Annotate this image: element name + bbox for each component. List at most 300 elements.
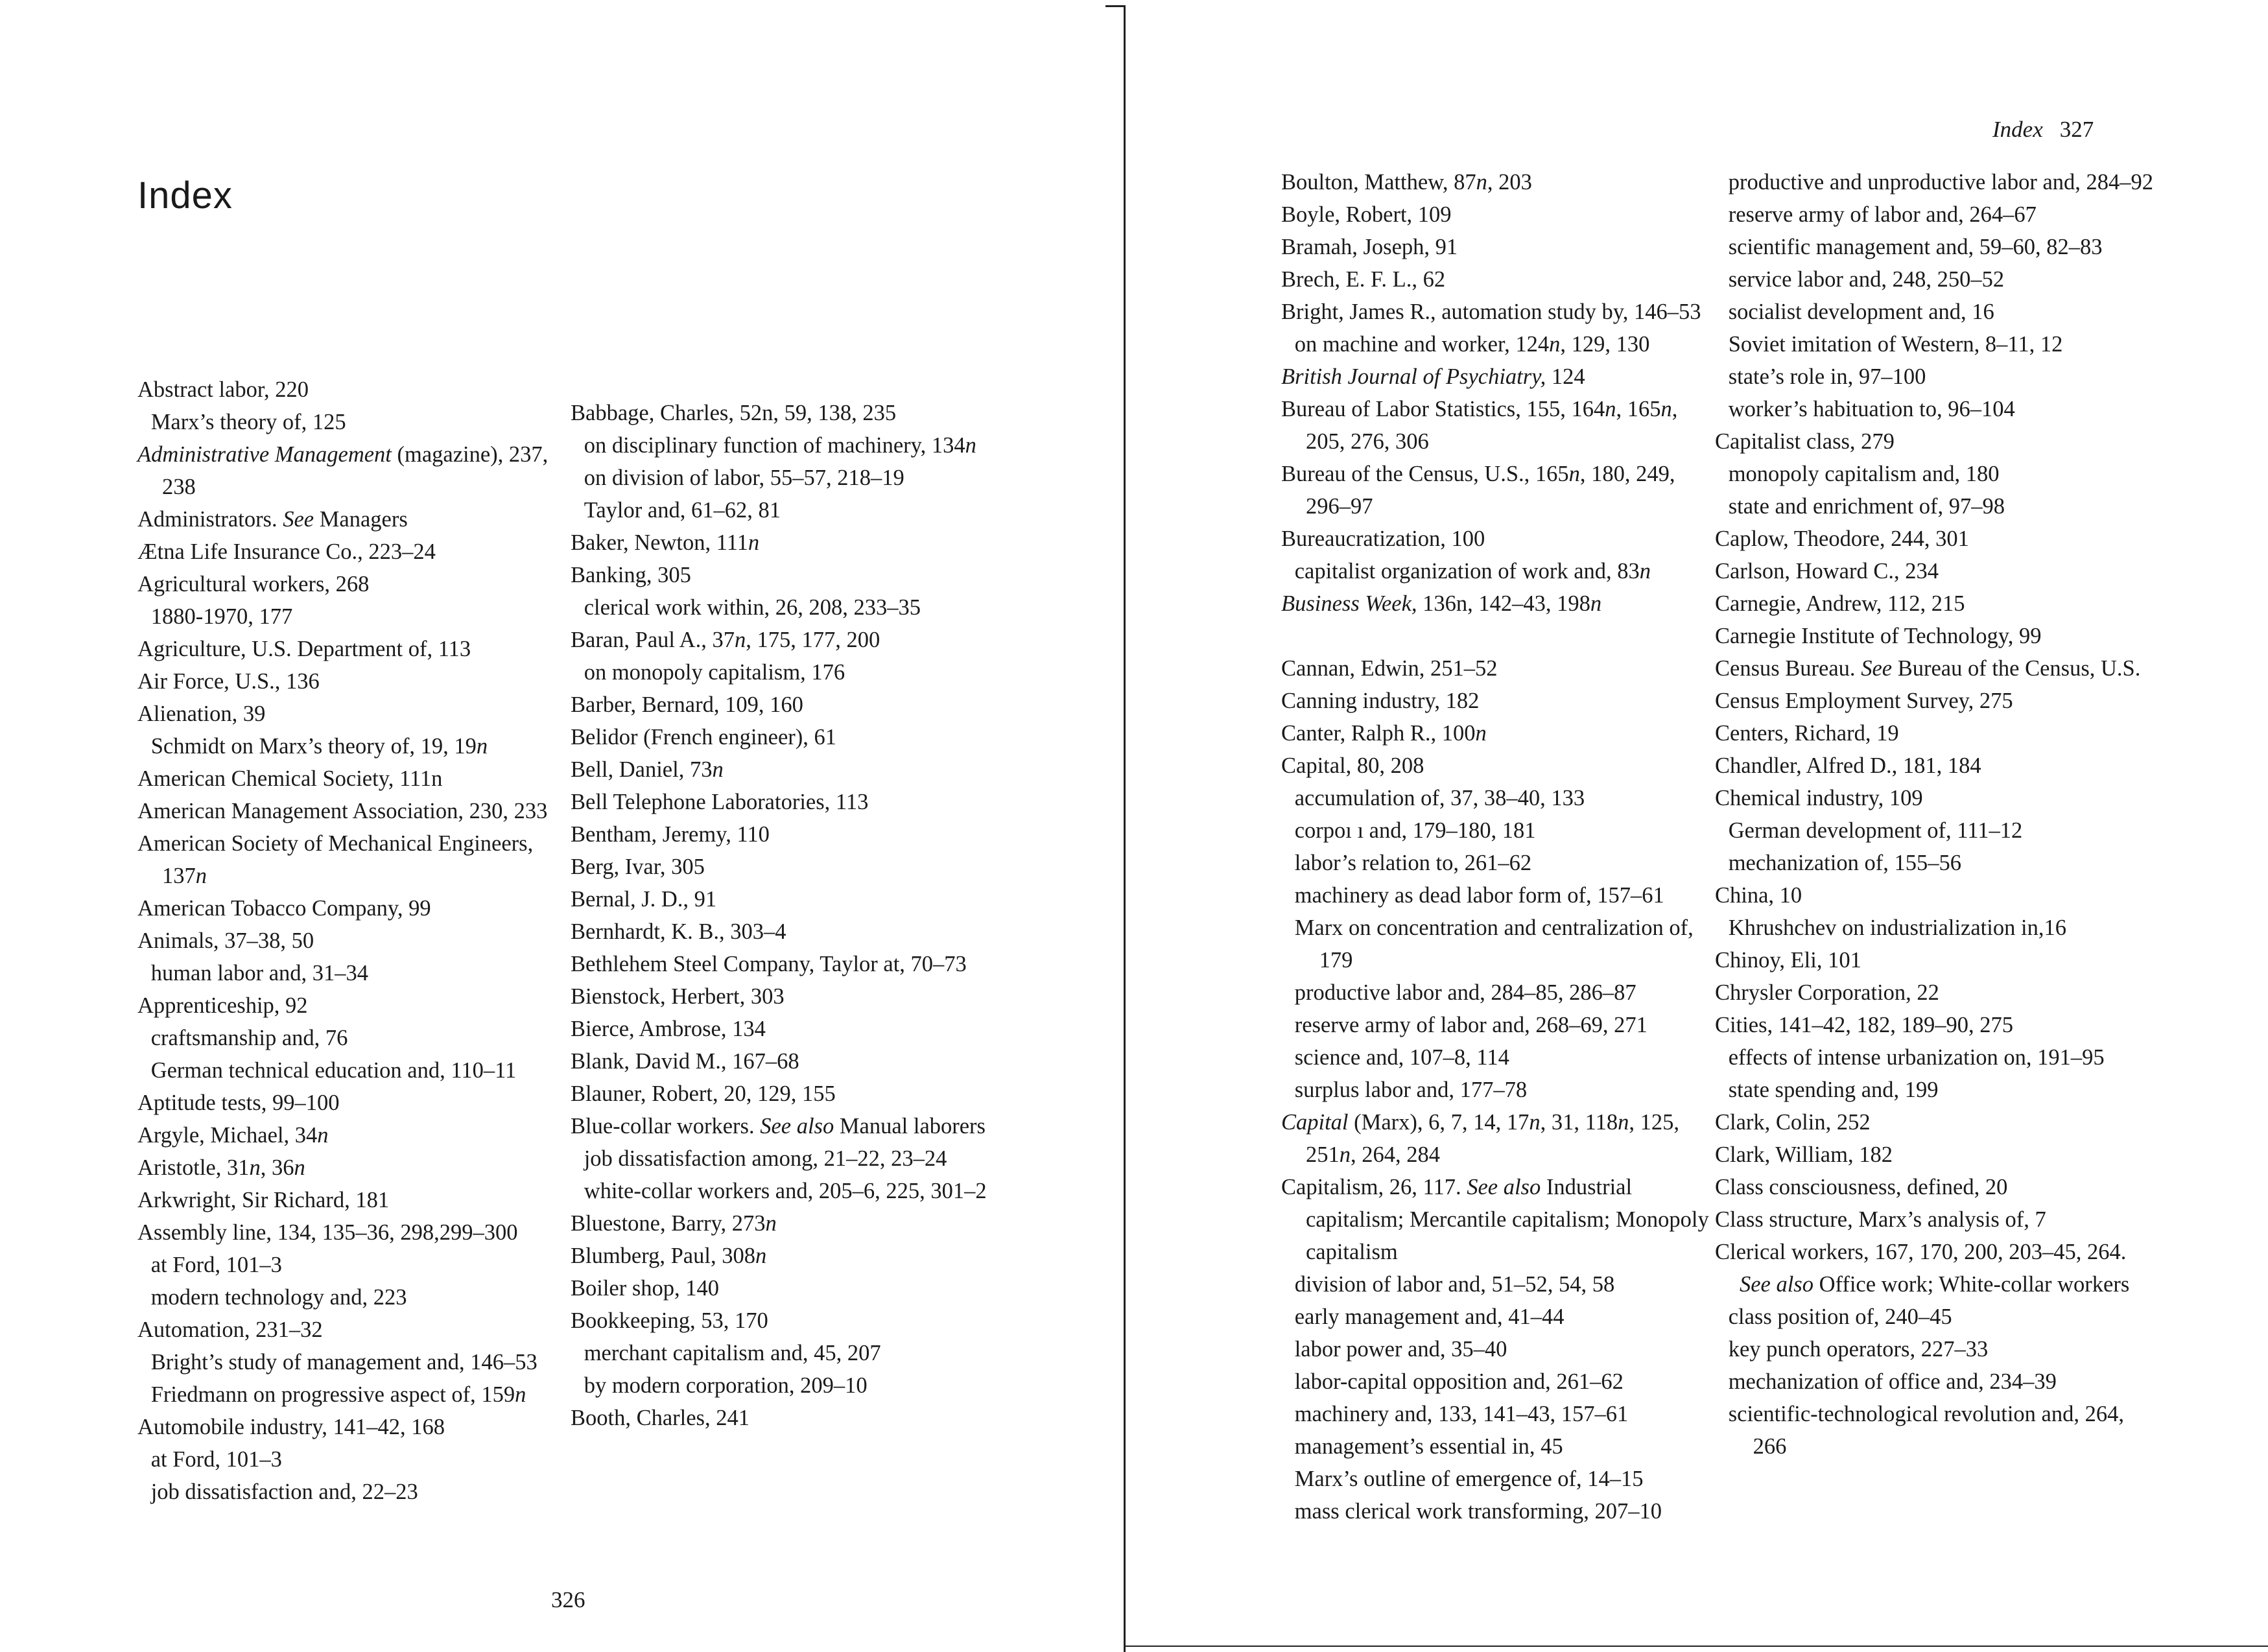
entry-text: German technical education and, 110–11 [150,1058,517,1083]
index-subentry [1281,814,1725,847]
index-subentry [1715,1074,2158,1106]
index-subentry [571,1142,1011,1175]
running-head-label: Index [1992,117,2043,142]
entry-text: labor power and, 35–40 [1294,1337,1507,1362]
entry-text: Air Force, U.S., 136 [137,669,320,694]
index-entry [1715,976,2145,1009]
index-subentry [1281,1398,1725,1430]
index-entry [1281,393,1711,458]
index-subentry [1281,1365,1725,1398]
index-subentry [1281,847,1725,879]
index-entry [1281,749,1711,782]
index-entry [137,925,564,957]
index-entry [1715,1236,2145,1301]
entry-text: (magazine), 237, 238 [161,442,549,499]
entry-text: , 203 [1487,170,1532,195]
index-entry [1281,717,1711,749]
entry-text: Chrysler Corporation, 22 [1715,980,1939,1005]
index-subentry [1715,328,2158,360]
index-subentry [571,462,1011,494]
entry-text: job dissatisfaction and, 22–23 [150,1480,418,1504]
index-entry [571,721,997,753]
entry-text: Bureau of the Census, U.S., 165 [1281,462,1569,486]
entry-text: Canter, Ralph R., 100 [1281,721,1476,746]
index-entry [137,568,564,600]
index-entry [137,633,564,665]
entry-text: Arkwright, Sir Richard, 181 [137,1188,390,1212]
entry-text: Cities, 141–42, 182, 189–90, 275 [1715,1013,2014,1037]
entry-text: Clerical workers, 167, 170, 200, 203–45, 264. [1715,1240,2127,1264]
index-entry [571,526,997,559]
entry-text: Blauner, Robert, 20, 129, 155 [571,1081,836,1106]
entry-text: n [765,1211,777,1236]
entry-text: n [195,864,207,888]
entry-text: Berg, Ivar, 305 [571,855,705,879]
index-entry [571,786,997,818]
bottom-rule [1125,1646,2268,1647]
index-subentry [1281,976,1725,1009]
index-subentry [137,1281,578,1314]
entry-text: Census Employment Survey, 275 [1715,689,2013,713]
index-entry [137,989,564,1022]
entry-text: machinery and, 133, 141–43, 157–61 [1294,1402,1629,1426]
entry-text: Apprenticeship, 92 [137,993,308,1018]
index-entry [571,559,997,591]
entry-text: Bramah, Joseph, 91 [1281,235,1458,259]
entry-text: Bright’s study of management and, 146–53 [150,1350,537,1375]
entry-text: Carlson, Howard C., 234 [1715,559,1939,584]
entry-text: Bureau of Labor Statistics, 155, 164 [1281,397,1605,421]
entry-text: American Chemical Society, 111n [137,766,443,791]
entry-text: Chemical industry, 109 [1715,786,1923,810]
index-subentry [1715,393,2158,425]
index-subentry [1715,847,2158,879]
entry-text: , 129, 130 [1560,332,1650,357]
entry-text: Friedmann on progressive aspect of, 159 [150,1382,515,1407]
entry-text: mechanization of office and, 234–39 [1728,1369,2057,1394]
entry-text: n [1639,559,1651,584]
index-subentry [137,1443,578,1476]
index-subentry [571,1337,1011,1369]
entry-text: Marx’s theory of, 125 [150,410,346,434]
index-subentry [571,429,1011,462]
entry-text: Bright, James R., automation study by, 146–53 [1281,300,1701,324]
entry-text: Administrative Management [137,442,392,467]
index-entry [137,438,564,503]
index-entry [1715,1139,2145,1171]
index-column-left-1 [137,373,578,1508]
entry-text: reserve army of labor and, 268–69, 271 [1294,1013,1648,1037]
index-entry [571,1272,997,1304]
index-entry [1281,360,1711,393]
entry-text: merchant capitalism and, 45, 207 [584,1341,881,1365]
entry-text: clerical work within, 26, 208, 233–35 [584,595,921,620]
index-subentry [1281,1041,1725,1074]
entry-text: Bernal, J. D., 91 [571,887,717,912]
entry-text: effects of intense urbanization on, 191–95 [1728,1045,2105,1070]
index-entry [137,1411,564,1443]
entry-text: n [734,628,746,652]
entry-text: 124 [1546,364,1585,389]
entry-text: Capital [1281,1110,1349,1135]
index-entry [571,1402,997,1434]
index-entry [571,1240,997,1272]
entry-text: Office work; White-collar workers [1813,1272,2130,1297]
entry-text: mechanization of, 155–56 [1728,851,1961,875]
entry-text: Boyle, Robert, 109 [1281,202,1452,227]
entry-text: modern technology and, 223 [150,1285,407,1310]
entry-text: , 180, 249, 296–97 [1305,462,1675,519]
index-entry [1715,620,2145,652]
entry-text: job dissatisfaction among, 21–22, 23–24 [584,1146,947,1171]
entry-text: Babbage, Charles, 52n, 59, 138, 235 [571,401,897,425]
index-subentry [1281,1333,1725,1365]
entry-text: Bluestone, Barry, 273 [571,1211,766,1236]
entry-text: craftsmanship and, 76 [150,1026,348,1050]
entry-text: Manual laborers [834,1114,986,1139]
index-subentry [1281,1074,1725,1106]
entry-text: Baker, Newton, 111 [571,530,748,555]
index-subentry [571,494,1011,526]
entry-text: n [1339,1142,1351,1167]
entry-text: Ætna Life Insurance Co., 223–24 [137,539,436,564]
index-entry [137,1314,564,1346]
entry-text: Automobile industry, 141–42, 168 [137,1415,445,1439]
entry-text: See also [1467,1175,1541,1199]
entry-text: n [712,757,724,782]
entry-text: Agricultural workers, 268 [137,572,370,596]
index-entry [1715,587,2145,620]
entry-text: Industrial capitalism; Mercantile capitalism; Monopoly capitalism [1305,1175,1709,1264]
index-entry [1715,944,2145,976]
index-entry [571,753,997,786]
entry-text: Blumberg, Paul, 308 [571,1244,755,1268]
index-entry [571,689,997,721]
index-entry [571,851,997,883]
entry-text: Aristotle, 31 [137,1155,250,1180]
index-entry [1281,652,1711,685]
entry-text: n [1590,591,1602,616]
index-entry [1281,166,1711,198]
index-entry [137,827,564,892]
entry-text: capitalist organization of work and, 83 [1294,559,1640,584]
entry-text: n [515,1382,526,1407]
running-head [1992,117,2094,143]
index-entry [137,795,564,827]
index-entry [1715,1009,2145,1041]
top-tick [1105,5,1125,7]
index-entry [1281,685,1711,717]
entry-text: white-collar workers and, 205–6, 225, 301–2 [584,1179,987,1203]
entry-text: class position of, 240–45 [1728,1304,1952,1329]
entry-text: by modern corporation, 209–10 [584,1373,868,1398]
index-subentry [1715,1301,2158,1333]
index-subentry [137,730,578,762]
entry-text: , 36 [260,1155,294,1180]
entry-text: labor’s relation to, 261–62 [1294,851,1532,875]
entry-text: Barber, Bernard, 109, 160 [571,692,803,717]
entry-text: Schmidt on Marx’s theory of, 19, 19 [150,734,477,759]
entry-text: scientific-technological revolution and, 264, 266 [1728,1402,2124,1459]
left-page [0,0,1125,1652]
index-entry [137,1216,564,1249]
index-subentry [1281,912,1725,976]
index-entry [1281,587,1711,620]
entry-text: Taylor and, 61–62, 81 [584,498,781,523]
entry-text: at Ford, 101–3 [150,1253,282,1277]
index-entry [571,883,997,915]
entry-text: on division of labor, 55–57, 218–19 [584,466,904,490]
entry-text: on disciplinary function of machinery, 134 [584,433,965,458]
index-entry [1715,685,2145,717]
index-entry [137,503,564,536]
entry-text: American Society of Mechanical Engineers, 137 [137,831,534,888]
index-entry [137,892,564,925]
index-subentry [1281,1301,1725,1333]
index-entry [137,1151,564,1184]
index-entry [137,665,564,698]
entry-text: science and, 107–8, 114 [1294,1045,1509,1070]
entry-text: n [1660,397,1672,421]
entry-text: division of labor and, 51–52, 54, 58 [1294,1272,1615,1297]
entry-text: productive and unproductive labor and, 284–92 [1728,170,2154,195]
entry-text: Agriculture, U.S. Department of, 113 [137,637,471,661]
entry-text: Marx on concentration and centralization of, 179 [1294,915,1694,973]
entry-text: n [317,1123,329,1148]
entry-text: Canning industry, 182 [1281,689,1480,713]
index-subentry [137,406,578,438]
index-entry [1281,523,1711,555]
index-subentry [137,600,578,633]
entry-text: Capitalism, 26, 117. [1281,1175,1467,1199]
entry-text: Class consciousness, defined, 20 [1715,1175,2008,1199]
index-column-right-2 [1715,166,2158,1463]
entry-text: China, 10 [1715,883,1802,908]
entry-text: machinery as dead labor form of, 157–61 [1294,883,1664,908]
index-entry [571,1045,997,1078]
index-subentry [137,1378,578,1411]
index-subentry [137,1346,578,1378]
entry-text: German development of, 111–12 [1728,818,2023,843]
entry-text: Bureau of the Census, U.S. [1892,656,2141,681]
entry-text: Bureaucratization, 100 [1281,526,1485,551]
index-entry [571,1110,997,1142]
entry-text: labor-capital opposition and, 261–62 [1294,1369,1624,1394]
index-column-left-2 [571,397,1011,1434]
entry-text: , 125, 251 [1305,1110,1679,1167]
entry-text: management’s essential in, 45 [1294,1434,1563,1459]
index-entry [571,915,997,948]
index-column-right-1 [1281,166,1725,1528]
entry-text: Caplow, Theodore, 244, 301 [1715,526,1969,551]
entry-text: Business Week, [1281,591,1417,616]
index-subentry [1281,1495,1725,1528]
entry-text: n [1568,462,1580,486]
index-entry [571,397,997,429]
index-subentry [1281,555,1725,587]
entry-text: Carnegie, Andrew, 112, 215 [1715,591,1965,616]
entry-text: Boiler shop, 140 [571,1276,720,1301]
page-number-right: 327 [2059,117,2094,142]
entry-text: at Ford, 101–3 [150,1447,282,1472]
index-entry [1281,198,1711,231]
entry-text: n [1549,332,1561,357]
entry-text: Belidor (French engineer), 61 [571,725,837,749]
entry-text: n [294,1155,305,1180]
index-spacer [1281,620,1725,652]
entry-text: Soviet imitation of Western, 8–11, 12 [1728,332,2063,357]
entry-text: Managers [314,507,408,532]
entry-text: Bienstock, Herbert, 303 [571,984,785,1009]
entry-text: monopoly capitalism and, 180 [1728,462,2000,486]
index-subentry [137,1054,578,1087]
entry-text: Bell Telephone Laboratories, 113 [571,790,869,814]
index-subentry [137,1476,578,1508]
entry-text: on machine and worker, 124 [1294,332,1550,357]
index-entry [1715,1106,2145,1139]
entry-text: Census Bureau. [1715,656,1861,681]
index-subentry [1715,198,2158,231]
entry-text: Marx’s outline of emergence of, 14–15 [1294,1467,1644,1491]
index-entry [1281,296,1711,328]
index-subentry [1281,879,1725,912]
entry-text: key punch operators, 227–33 [1728,1337,1989,1362]
entry-text: Bentham, Jeremy, 110 [571,822,770,847]
entry-text: n [476,734,488,759]
entry-text: Bierce, Ambrose, 134 [571,1017,766,1041]
index-entry [137,1119,564,1151]
index-subentry [137,1249,578,1281]
entry-text: Abstract labor, 220 [137,377,309,402]
index-subentry [1715,1398,2158,1463]
index-subentry [137,957,578,989]
entry-text: , 165 [1616,397,1661,421]
index-entry [571,980,997,1013]
entry-text: corpoı ı and, 179–180, 181 [1294,818,1536,843]
index-subentry [571,1175,1011,1207]
index-title: Index [137,174,233,217]
entry-text: state’s role in, 97–100 [1728,364,1926,389]
entry-text: Class structure, Marx’s analysis of, 7 [1715,1207,2046,1232]
entry-text: Animals, 37–38, 50 [137,928,314,953]
right-page [1125,0,2268,1652]
entry-text: Automation, 231–32 [137,1317,323,1342]
entry-text: Banking, 305 [571,563,691,587]
index-subentry [1715,490,2158,523]
index-entry [571,1013,997,1045]
index-subentry [571,656,1011,689]
index-entry [1281,1106,1711,1171]
index-subentry [1715,263,2158,296]
entry-text: human labor and, 31–34 [150,961,369,985]
index-entry [137,1087,564,1119]
index-subentry [1715,1333,2158,1365]
entry-text: n [755,1244,767,1268]
entry-text: state and enrichment of, 97–98 [1728,494,2005,519]
entry-text: Carnegie Institute of Technology, 99 [1715,624,2042,648]
index-entry [137,762,564,795]
index-subentry [571,1369,1011,1402]
entry-text: American Tobacco Company, 99 [137,896,431,921]
index-subentry [1715,458,2158,490]
index-entry [1715,652,2145,685]
entry-text: Argyle, Michael, 34 [137,1123,318,1148]
index-subentry [1715,814,2158,847]
entry-text: n [1529,1110,1541,1135]
index-entry [137,373,564,406]
entry-text: , 205, 276, 306 [1305,397,1678,454]
index-entry [1715,523,2145,555]
entry-text: on monopoly capitalism, 176 [584,660,845,685]
entry-text: See [283,507,314,532]
index-entry [571,624,997,656]
entry-text: worker’s habituation to, 96–104 [1728,397,2015,421]
index-subentry [137,1022,578,1054]
entry-text: Bookkeeping, 53, 170 [571,1308,768,1333]
entry-text: state spending and, 199 [1728,1078,1939,1102]
entry-text: productive labor and, 284–85, 286–87 [1294,980,1636,1005]
entry-text: n [1476,170,1487,195]
index-entry [571,948,997,980]
index-entry [137,1184,564,1216]
entry-text: Capitalist class, 279 [1715,429,1895,454]
entry-text: n [249,1155,261,1180]
entry-text: n [1475,721,1487,746]
entry-text: Capital, 80, 208 [1281,753,1424,778]
index-entry [1715,782,2145,814]
entry-text: n [748,530,760,555]
entry-text: Boulton, Matthew, 87 [1281,170,1476,195]
entry-text: Bethlehem Steel Company, Taylor at, 70–73 [571,952,967,976]
entry-text: Khrushchev on industrialization in,16 [1728,915,2066,940]
index-subentry [1281,1463,1725,1495]
index-subentry [1281,1009,1725,1041]
entry-text: mass clerical work transforming, 207–10 [1294,1499,1662,1524]
index-subentry [1281,328,1725,360]
entry-text: 1880-1970, 177 [150,604,293,629]
index-entry [1281,1171,1711,1268]
entry-text: socialist development and, 16 [1728,300,1994,324]
entry-text: , 175, 177, 200 [746,628,880,652]
index-entry [571,1304,997,1337]
index-entry [1281,231,1711,263]
entry-text: scientific management and, 59–60, 82–83 [1728,235,2103,259]
index-subentry [1281,1430,1725,1463]
index-subentry [1281,782,1725,814]
page-number-left: 326 [551,1587,585,1612]
index-subentry [1281,1268,1725,1301]
index-entry [1715,1203,2145,1236]
entry-text: Chandler, Alfred D., 181, 184 [1715,753,1981,778]
entry-text: Clark, Colin, 252 [1715,1110,1871,1135]
entry-text: Centers, Richard, 19 [1715,721,1899,746]
index-entry [1715,555,2145,587]
index-subentry [1715,1365,2158,1398]
entry-text: reserve army of labor and, 264–67 [1728,202,2037,227]
entry-text: n [1605,397,1616,421]
entry-text: 136n, 142–43, 198 [1417,591,1590,616]
index-entry [1715,717,2145,749]
index-subentry [1715,231,2158,263]
entry-text: (Marx), 6, 7, 14, 17 [1348,1110,1530,1135]
entry-text: , 264, 284 [1350,1142,1440,1167]
entry-text: n [965,433,976,458]
entry-text: Administrators. [137,507,283,532]
entry-text: Assembly line, 134, 135–36, 298,299–300 [137,1220,518,1245]
entry-text: British Journal of Psychiatry, [1281,364,1546,389]
entry-text: surplus labor and, 177–78 [1294,1078,1528,1102]
index-subentry [1715,1041,2158,1074]
